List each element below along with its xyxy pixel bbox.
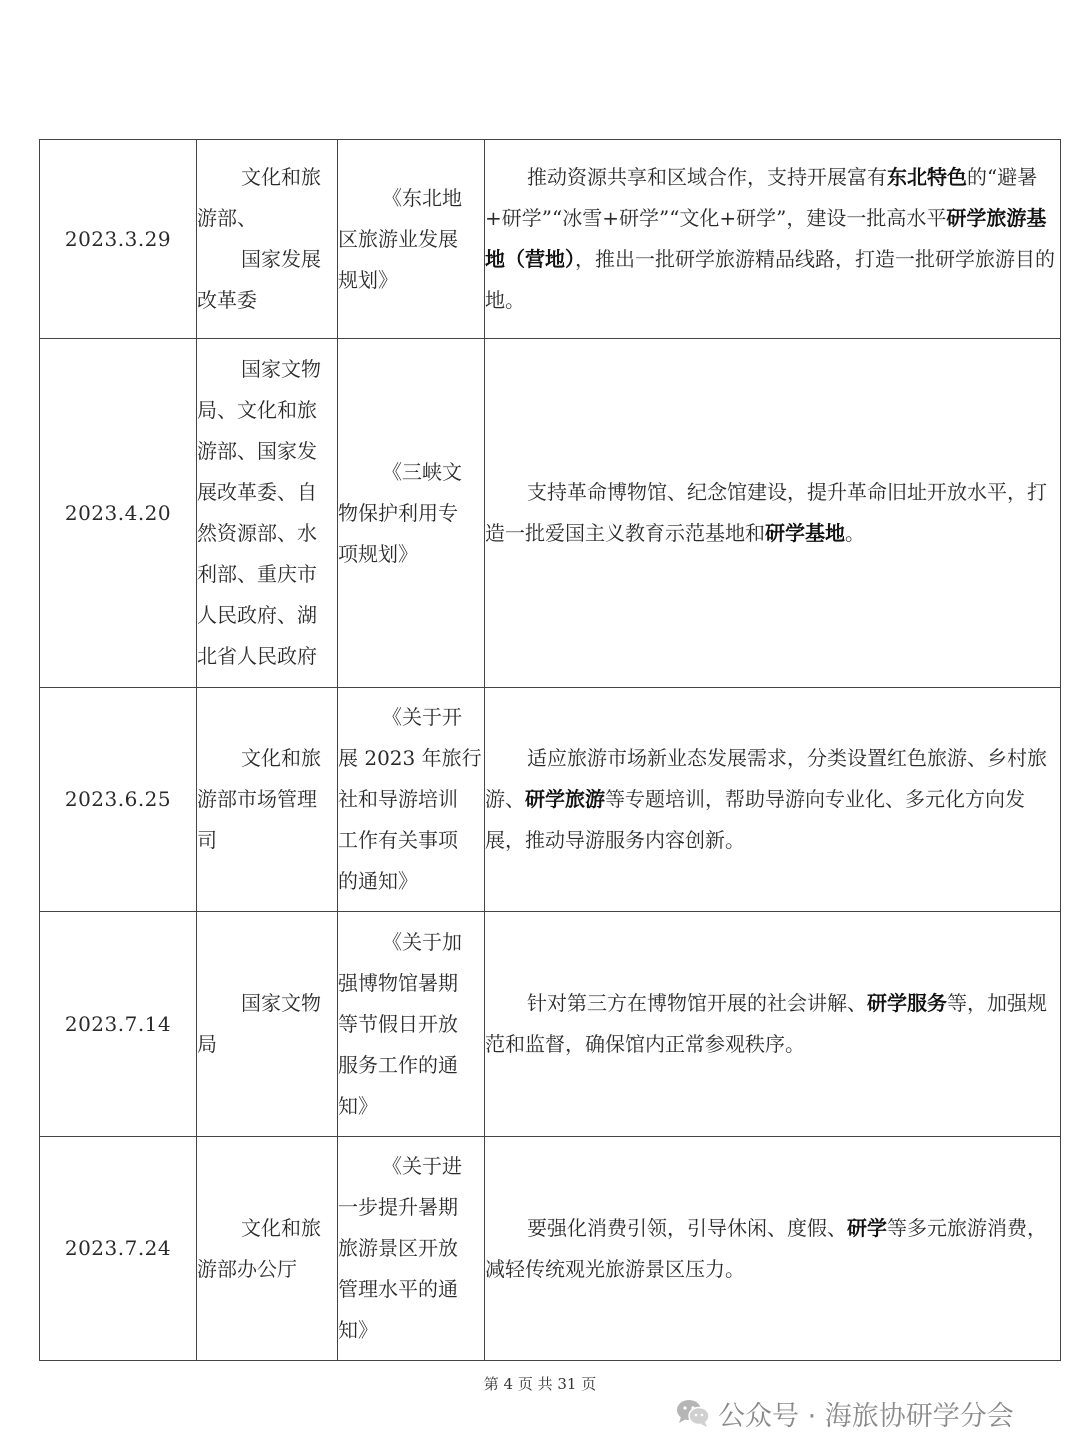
table-row [40, 912, 1061, 1137]
description-cell: 要强化消费引领，引导休闲、度假、研学等多元旅游消费，减轻传统观光旅游景区压力。 [485, 1137, 1061, 1361]
department-cell: 国家文物 局 [197, 912, 338, 1137]
date-cell: 2023.3.29 [40, 140, 197, 339]
date-cell: 2023.6.25 [40, 688, 197, 912]
table-row [40, 140, 1061, 339]
highlight-text: 研学旅游 [525, 787, 605, 811]
highlight-text: 东北特色 [887, 165, 967, 189]
document-title-cell: 《关于进 一步提升暑期 旅游景区开放 管理水平的通 知》 [338, 1137, 485, 1361]
highlight-text: 研学基地 [765, 521, 845, 545]
department-cell: 文化和旅 游部市场管理 司 [197, 688, 338, 912]
department-cell: 文化和旅 游部办公厅 [197, 1137, 338, 1361]
description-cell: 适应旅游市场新业态发展需求，分类设置红色旅游、乡村旅游、研学旅游等专题培训，帮助导游向专业化、多元化方向发展，推动导游服务内容创新。 [485, 688, 1061, 912]
watermark-text: 公众号 · 海旅协研学分会 [718, 1400, 1014, 1432]
document-title-cell: 《东北地 区旅游业发展 规划》 [338, 140, 485, 339]
date-cell: 2023.4.20 [40, 339, 197, 688]
table-row [40, 688, 1061, 912]
document-title-cell: 《关于开 展 2023 年旅行 社和导游培训 工作有关事项 的通知》 [338, 688, 485, 912]
document-title-cell: 《三峡文 物保护利用专 项规划》 [338, 339, 485, 688]
department-cell: 文化和旅 游部、 国家发展 改革委 [197, 140, 338, 339]
table-row [40, 1137, 1061, 1361]
department-cell: 国家文物 局、文化和旅 游部、国家发 展改革委、自 然资源部、水 利部、重庆市 人民政府、湖 北省人民政府 [197, 339, 338, 688]
document-title-cell: 《关于加 强博物馆暑期 等节假日开放 服务工作的通 知》 [338, 912, 485, 1137]
date-cell: 2023.7.14 [40, 912, 197, 1137]
wechat-icon [676, 1398, 710, 1428]
description-cell: 支持革命博物馆、纪念馆建设，提升革命旧址开放水平，打造一批爱国主义教育示范基地和研学基地。 [485, 339, 1061, 688]
watermark [676, 1393, 1014, 1433]
table-row [40, 339, 1061, 688]
page-footer: 第 4 页 共 31 页 [483, 1375, 597, 1393]
date-cell: 2023.7.24 [40, 1137, 197, 1361]
description-cell: 针对第三方在博物馆开展的社会讲解、研学服务等，加强规范和监督，确保馆内正常参观秩序。 [485, 912, 1061, 1137]
highlight-text: 研学服务 [867, 991, 947, 1015]
policy-table [39, 139, 1061, 1361]
highlight-text: 研学旅游基地（营地） [485, 206, 1047, 271]
description-cell: 推动资源共享和区域合作，支持开展富有东北特色的“避暑+研学”“冰雪+研学”“文化+研学”，建设一批高水平研学旅游基地（营地），推出一批研学旅游精品线路，打造一批研学旅游目的地。 [485, 140, 1061, 339]
highlight-text: 研学 [847, 1215, 887, 1240]
